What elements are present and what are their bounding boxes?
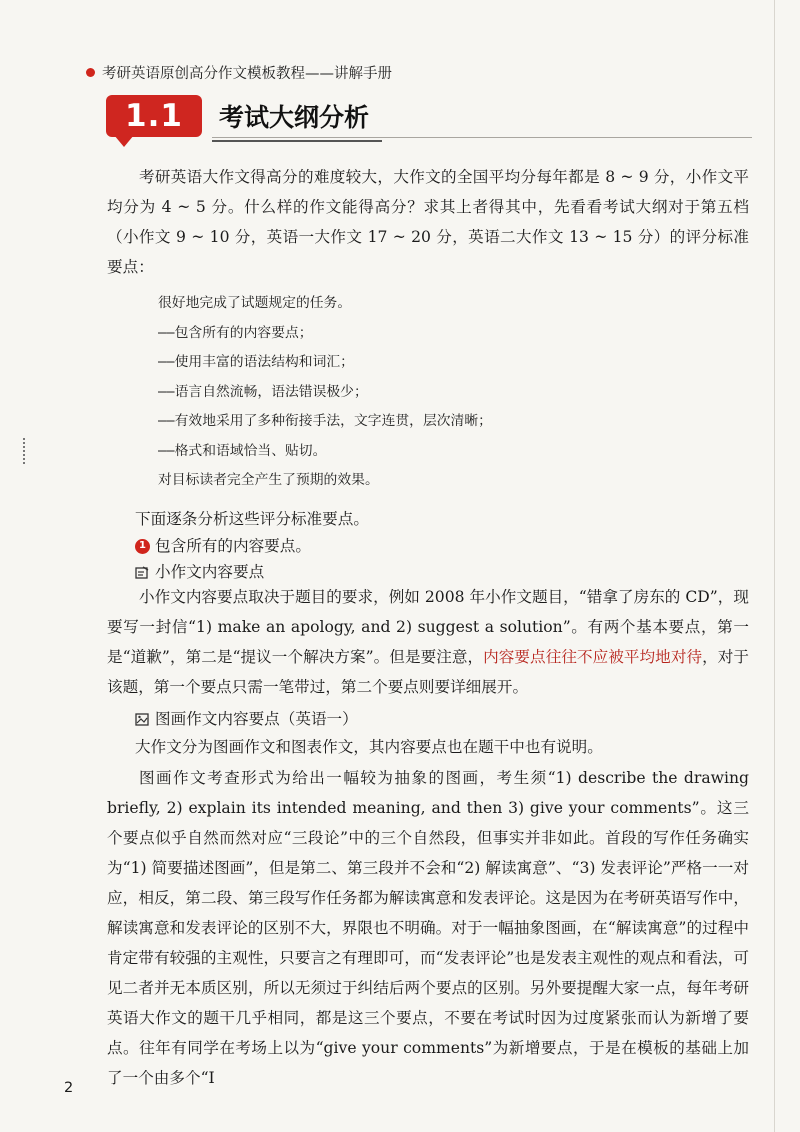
criteria-item: ——包含所有的内容要点； — [158, 324, 313, 341]
criteria-item: ——使用丰富的语法结构和词汇； — [158, 354, 354, 370]
sub2-line: 大作文分为图画作文和图表作文，其内容要点也在题干中也有说明。 — [135, 738, 603, 756]
point-1-heading — [135, 532, 311, 560]
header-text: 考研英语原创高分作文模板教程——讲解手册 — [102, 66, 392, 82]
running-header — [86, 62, 392, 83]
margin-mark — [23, 438, 27, 464]
pencil-note-icon — [135, 566, 149, 579]
intro-paragraph: 考研英语大作文得高分的难度较大，大作文的全国平均分每年都是 8 ~ 9 分，小作文平均分为 4 ~ 5 分。什么样的作文能得高分？求其上者得其中，先看看考试大纲对于第五档（小作文 9 ~ 10 分，英语一大作文 17 ~ 20 分，英语二大作文 13 ~ 15 分）的评分标准要点： — [107, 168, 749, 276]
sub1-highlight: 内容要点往往不应被平均地对待 — [483, 648, 703, 666]
page-number: 2 — [64, 1080, 74, 1096]
criteria-list — [158, 289, 718, 496]
sub1-text-after: ，对于该题，第一个要点只需一笔带过，第二个要点则要详细展开。 — [107, 648, 749, 696]
sub1-text-before: 小作文内容要点取决于题目的要求，例如 2008 年小作文题目，“错拿了房东的 CD”，现要写一封信“1) make an apology, and 2) suggest a solution”。有两个基本要点，第一是“道歉”，第二是“提议一个解决方案”。但是要注意， — [107, 588, 749, 666]
sub2-paragraph: 图画作文考查形式为给出一幅较为抽象的图画，考生须“1) describe the drawing briefly, 2) explain its intended meaning, and then 3) give your comments”。这三个要点似乎自然而然对应“三段论”中的三个自然段，但事实并非如此。首段的写作任务确实为“1) 简要描述图画”，但是第二、第三段并不会和“2) 解读寓意”、“3) 发表评论”严格一一对应，相反，第二段、第三段写作任务都为解读寓意和发表评论。这是因为在考研英语写作中，解读寓意和发表评论的区别不大，界限也不明确。对于一幅抽象图画，在“解读寓意”的过程中肯定带有较强的主观性，只要言之有理即可，而“发表评论”也是发表主观性的观点和看法，可见二者并无本质区别，所以无须过于纠结后两个要点的区别。另外要提醒大家一点，每年考研英语大作文的题干几乎相同，都是这三个要点，不要在考试时因为过度紧张而认为新增了要点。往年有同学在考场上以为“give your comments”为新增要点，于是在模板的基础上加了一个由多个“I — [107, 769, 749, 1087]
sub2-heading — [135, 705, 358, 733]
criteria-item: ——格式和语域恰当、贴切。 — [158, 442, 327, 459]
picture-icon — [135, 713, 149, 726]
badge-tail — [114, 135, 134, 147]
sub2-title: 图画作文内容要点（英语一） — [155, 710, 358, 728]
analysis-intro: 下面逐条分析这些评分标准要点。 — [135, 510, 369, 528]
criteria-item: 对目标读者完全产生了预期的效果。 — [158, 472, 379, 488]
sub1-title: 小作文内容要点 — [155, 563, 265, 581]
red-dot-icon — [86, 68, 95, 77]
section-number: 1.1 — [106, 95, 202, 137]
section-title: 考试大纲分析 — [219, 103, 370, 132]
criteria-item: 很好地完成了试题规定的任务。 — [158, 295, 352, 311]
section-badge — [106, 95, 212, 143]
title-rule — [212, 137, 752, 138]
page-edge — [774, 0, 775, 1132]
title-rule-accent — [212, 140, 382, 142]
point-number-badge: 1 — [135, 539, 150, 554]
criteria-item: ——语言自然流畅，语法错误极少； — [158, 383, 368, 400]
criteria-item: ——有效地采用了多种衔接手法，文字连贯，层次清晰； — [158, 413, 492, 429]
sub1-paragraph — [107, 582, 749, 702]
point-1-text: 包含所有的内容要点。 — [155, 537, 311, 555]
